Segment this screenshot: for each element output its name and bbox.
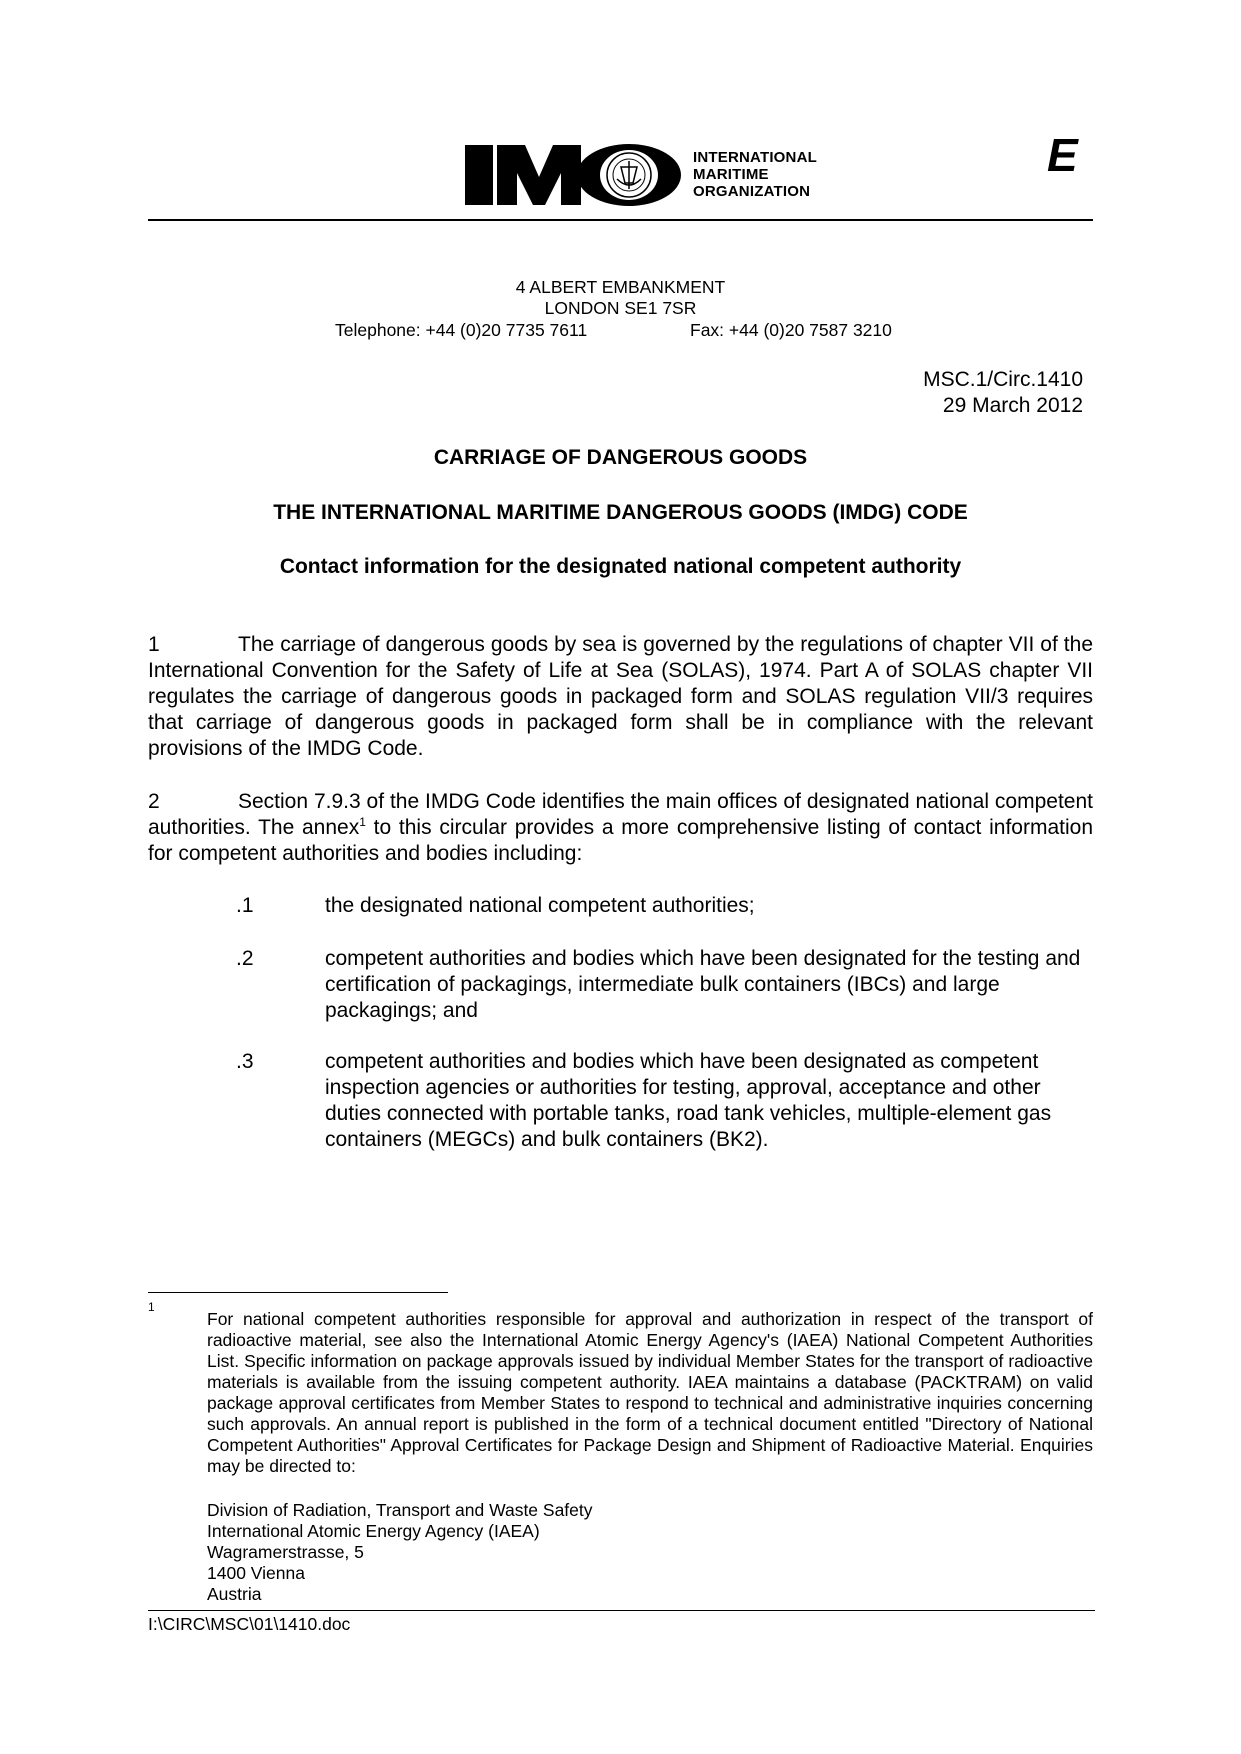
address-line: Austria bbox=[207, 1584, 262, 1604]
paragraph-text: The carriage of dangerous goods by sea is governed by the regulations of chapter VII of the International Convention for the Safety of Life at Sea (SOLAS), 1974. Part A of SOLAS chapter VII regulates the carriage of dangerous goods in packaged form and SOLAS regulation VII/3 requires that carriage of dangerous goods in packaged form shall be in compliance with the relevant provisions of the IMDG Code. bbox=[148, 633, 1093, 760]
org-name-line: MARITIME bbox=[693, 166, 769, 183]
document-date: 29 March 2012 bbox=[942, 394, 1083, 417]
footnote-number: 1 bbox=[148, 1300, 155, 1314]
address-line: Wagramerstrasse, 5 bbox=[207, 1542, 364, 1562]
subject-heading: Contact information for the designated national competent authority bbox=[279, 555, 962, 578]
footer-divider bbox=[148, 1610, 1095, 1611]
list-item-number: .2 bbox=[236, 947, 254, 970]
page-title: CARRIAGE OF DANGEROUS GOODS bbox=[433, 446, 808, 469]
address-line: Division of Radiation, Transport and Waste Safety bbox=[207, 1500, 593, 1520]
list-item-text: the designated national competent authorities; bbox=[325, 894, 755, 917]
imo-logo bbox=[463, 143, 823, 207]
header-divider bbox=[148, 219, 1093, 221]
paragraph-text: Section 7.9.3 of the IMDG Code identifies the main offices of designated national competent authorities. The annex bbox=[148, 790, 1093, 839]
subtitle: THE INTERNATIONAL MARITIME DANGEROUS GOODS (IMDG) CODE bbox=[273, 501, 968, 524]
address-line: LONDON SE1 7SR bbox=[544, 298, 697, 318]
file-path: I:\CIRC\MSC\01\1410.doc bbox=[148, 1614, 351, 1634]
footnote-address bbox=[207, 1500, 593, 1605]
paragraph-number: 2 bbox=[148, 790, 160, 813]
address-line: 4 ALBERT EMBANKMENT bbox=[515, 277, 726, 297]
org-name bbox=[693, 149, 817, 200]
fax: Fax: +44 (0)20 7587 3210 bbox=[690, 320, 892, 340]
list-item-number: .1 bbox=[236, 894, 254, 917]
footnote-reference[interactable]: 1 bbox=[359, 815, 366, 829]
list-item-text: competent authorities and bodies which have been designated for the testing and certification of packagings, intermediate bulk containers (IBCs) and large packagings; and bbox=[325, 947, 1081, 1022]
footnote-text: For national competent authorities responsible for approval and authorization in respect of the transport of radioactive material, see also the International Atomic Energy Agency's (IAEA) National Competent Authorities List. Specific information on package approvals issued by individual Member States for the transport of radioactive materials is available from the issuing competent authority. IAEA maintains a database (PACKTRAM) on valid package approval certificates from Member States to respond to technical and administrative inquiries concerning such approvals. An annual report is published in the form of a technical document entitled "Directory of National Competent Authorities" Approval Certificates for Package Design and Shipment of Radioactive Material. Enquiries may be directed to: bbox=[207, 1309, 1093, 1476]
org-name-line: INTERNATIONAL bbox=[693, 149, 817, 166]
address-line: 1400 Vienna bbox=[207, 1563, 305, 1583]
telephone: Telephone: +44 (0)20 7735 7611 bbox=[335, 320, 588, 340]
paragraph-text: to this circular provides a more comprehensive listing of contact information for competent authorities and bodies including: bbox=[148, 816, 1093, 865]
list-item-number: .3 bbox=[236, 1050, 254, 1073]
paragraph-number: 1 bbox=[148, 633, 160, 656]
imo-letters-logo bbox=[463, 143, 688, 207]
language-code: E bbox=[1047, 129, 1078, 181]
footnote-divider bbox=[148, 1292, 448, 1293]
document-number: MSC.1/Circ.1410 bbox=[923, 368, 1083, 391]
paragraph-2 bbox=[148, 789, 1093, 867]
document-reference bbox=[800, 367, 1083, 419]
list-item-text: competent authorities and bodies which have been designated as competent inspection agencies or authorities for testing, approval, acceptance and other duties connected with portable tanks, road tank vehicles, multiple-element gas containers (MEGCs) and bulk containers (BK2). bbox=[325, 1050, 1052, 1151]
paragraph-1 bbox=[148, 632, 1093, 762]
org-name-line: ORGANIZATION bbox=[693, 183, 811, 200]
address-line: International Atomic Energy Agency (IAEA) bbox=[207, 1521, 540, 1541]
